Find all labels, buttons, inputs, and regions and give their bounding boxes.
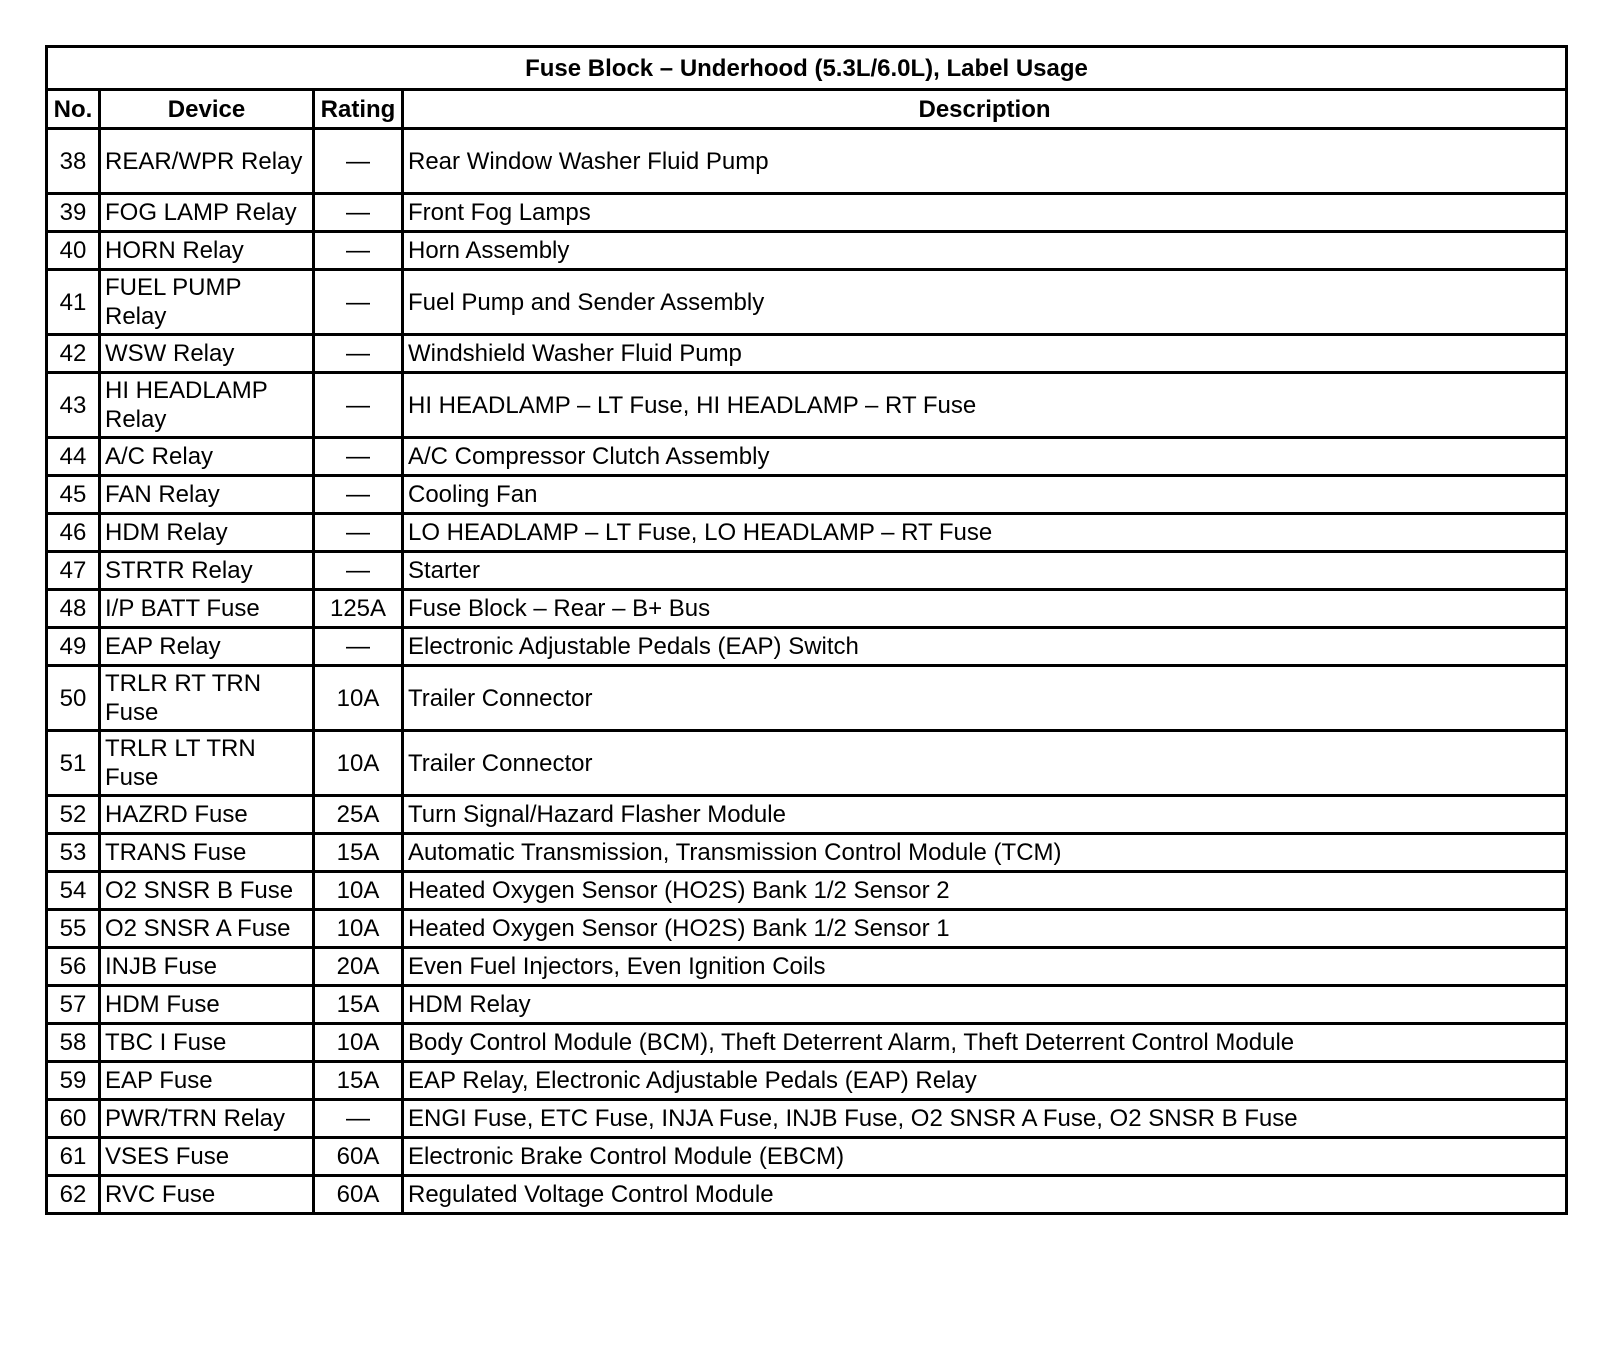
cell-rating: — <box>314 194 403 232</box>
cell-device: WSW Relay <box>100 335 314 373</box>
table-row <box>47 628 1567 666</box>
cell-rating: — <box>314 335 403 373</box>
cell-description: LO HEADLAMP – LT Fuse, LO HEADLAMP – RT Fuse <box>403 514 1567 552</box>
cell-description: Fuse Block – Rear – B+ Bus <box>403 590 1567 628</box>
table-row <box>47 1176 1567 1214</box>
cell-description: A/C Compressor Clutch Assembly <box>403 438 1567 476</box>
cell-no: 40 <box>47 232 100 270</box>
cell-device: TRLR RT TRN Fuse <box>100 666 314 731</box>
table-row <box>47 270 1567 335</box>
cell-description: HI HEADLAMP – LT Fuse, HI HEADLAMP – RT Fuse <box>403 373 1567 438</box>
cell-no: 59 <box>47 1062 100 1100</box>
cell-rating: — <box>314 438 403 476</box>
cell-no: 51 <box>47 731 100 796</box>
cell-no: 62 <box>47 1176 100 1214</box>
cell-rating: 10A <box>314 872 403 910</box>
cell-device: STRTR Relay <box>100 552 314 590</box>
table-row <box>47 232 1567 270</box>
cell-description: Turn Signal/Hazard Flasher Module <box>403 796 1567 834</box>
cell-rating: — <box>314 270 403 335</box>
cell-description: Heated Oxygen Sensor (HO2S) Bank 1/2 Sensor 1 <box>403 910 1567 948</box>
cell-rating: 10A <box>314 731 403 796</box>
cell-rating: 125A <box>314 590 403 628</box>
table-row <box>47 731 1567 796</box>
fuse-table <box>45 45 1568 1215</box>
header-description: Description <box>403 90 1567 129</box>
cell-no: 56 <box>47 948 100 986</box>
cell-no: 41 <box>47 270 100 335</box>
cell-device: HDM Relay <box>100 514 314 552</box>
table-row <box>47 552 1567 590</box>
table-row <box>47 986 1567 1024</box>
cell-no: 60 <box>47 1100 100 1138</box>
cell-device: RVC Fuse <box>100 1176 314 1214</box>
table-row <box>47 129 1567 194</box>
cell-no: 39 <box>47 194 100 232</box>
cell-description: Rear Window Washer Fluid Pump <box>403 129 1567 194</box>
cell-device: TRANS Fuse <box>100 834 314 872</box>
cell-device: O2 SNSR A Fuse <box>100 910 314 948</box>
cell-description: Trailer Connector <box>403 666 1567 731</box>
cell-rating: — <box>314 552 403 590</box>
cell-device: INJB Fuse <box>100 948 314 986</box>
cell-device: TRLR LT TRN Fuse <box>100 731 314 796</box>
table-row <box>47 910 1567 948</box>
cell-rating: 25A <box>314 796 403 834</box>
cell-device: VSES Fuse <box>100 1138 314 1176</box>
cell-no: 53 <box>47 834 100 872</box>
cell-description: ENGI Fuse, ETC Fuse, INJA Fuse, INJB Fuse, O2 SNSR A Fuse, O2 SNSR B Fuse <box>403 1100 1567 1138</box>
cell-no: 46 <box>47 514 100 552</box>
cell-device: TBC I Fuse <box>100 1024 314 1062</box>
table-row <box>47 1138 1567 1176</box>
cell-device: FAN Relay <box>100 476 314 514</box>
cell-rating: 10A <box>314 666 403 731</box>
cell-no: 44 <box>47 438 100 476</box>
cell-description: HDM Relay <box>403 986 1567 1024</box>
cell-description: Automatic Transmission, Transmission Control Module (TCM) <box>403 834 1567 872</box>
cell-device: O2 SNSR B Fuse <box>100 872 314 910</box>
cell-no: 57 <box>47 986 100 1024</box>
cell-no: 45 <box>47 476 100 514</box>
cell-rating: 10A <box>314 1024 403 1062</box>
cell-rating: 15A <box>314 834 403 872</box>
table-row <box>47 666 1567 731</box>
cell-description: Fuel Pump and Sender Assembly <box>403 270 1567 335</box>
cell-device: A/C Relay <box>100 438 314 476</box>
cell-rating: 15A <box>314 1062 403 1100</box>
cell-device: FUEL PUMP Relay <box>100 270 314 335</box>
table-row <box>47 373 1567 438</box>
cell-no: 61 <box>47 1138 100 1176</box>
cell-rating: 60A <box>314 1176 403 1214</box>
cell-description: Front Fog Lamps <box>403 194 1567 232</box>
table-row <box>47 834 1567 872</box>
cell-device: HAZRD Fuse <box>100 796 314 834</box>
cell-rating: — <box>314 232 403 270</box>
cell-description: Trailer Connector <box>403 731 1567 796</box>
table-row <box>47 590 1567 628</box>
table-row <box>47 194 1567 232</box>
cell-description: Electronic Adjustable Pedals (EAP) Switch <box>403 628 1567 666</box>
cell-rating: — <box>314 1100 403 1138</box>
table-row <box>47 514 1567 552</box>
cell-description: Even Fuel Injectors, Even Ignition Coils <box>403 948 1567 986</box>
cell-description: EAP Relay, Electronic Adjustable Pedals (EAP) Relay <box>403 1062 1567 1100</box>
cell-no: 42 <box>47 335 100 373</box>
cell-description: Heated Oxygen Sensor (HO2S) Bank 1/2 Sensor 2 <box>403 872 1567 910</box>
cell-rating: — <box>314 476 403 514</box>
cell-device: HORN Relay <box>100 232 314 270</box>
cell-description: Regulated Voltage Control Module <box>403 1176 1567 1214</box>
header-device: Device <box>100 90 314 129</box>
cell-rating: 20A <box>314 948 403 986</box>
cell-description: Starter <box>403 552 1567 590</box>
table-row <box>47 1062 1567 1100</box>
cell-rating: 15A <box>314 986 403 1024</box>
cell-description: Windshield Washer Fluid Pump <box>403 335 1567 373</box>
cell-no: 38 <box>47 129 100 194</box>
table-row <box>47 872 1567 910</box>
cell-no: 58 <box>47 1024 100 1062</box>
cell-device: HDM Fuse <box>100 986 314 1024</box>
table-row <box>47 1024 1567 1062</box>
cell-device: FOG LAMP Relay <box>100 194 314 232</box>
cell-rating: 60A <box>314 1138 403 1176</box>
cell-rating: — <box>314 373 403 438</box>
table-row <box>47 796 1567 834</box>
cell-description: Electronic Brake Control Module (EBCM) <box>403 1138 1567 1176</box>
cell-no: 50 <box>47 666 100 731</box>
table-row <box>47 1100 1567 1138</box>
table-title: Fuse Block – Underhood (5.3L/6.0L), Label Usage <box>47 47 1567 90</box>
cell-no: 48 <box>47 590 100 628</box>
cell-description: Cooling Fan <box>403 476 1567 514</box>
cell-no: 54 <box>47 872 100 910</box>
cell-rating: — <box>314 514 403 552</box>
cell-no: 52 <box>47 796 100 834</box>
cell-device: EAP Relay <box>100 628 314 666</box>
cell-rating: — <box>314 129 403 194</box>
cell-device: EAP Fuse <box>100 1062 314 1100</box>
cell-device: I/P BATT Fuse <box>100 590 314 628</box>
cell-no: 43 <box>47 373 100 438</box>
cell-no: 49 <box>47 628 100 666</box>
cell-device: HI HEADLAMP Relay <box>100 373 314 438</box>
cell-no: 47 <box>47 552 100 590</box>
table-row <box>47 948 1567 986</box>
cell-rating: — <box>314 628 403 666</box>
cell-rating: 10A <box>314 910 403 948</box>
table-row <box>47 438 1567 476</box>
cell-description: Body Control Module (BCM), Theft Deterrent Alarm, Theft Deterrent Control Module <box>403 1024 1567 1062</box>
fuse-table-container <box>45 45 1568 1215</box>
header-no: No. <box>47 90 100 129</box>
cell-description: Horn Assembly <box>403 232 1567 270</box>
table-row <box>47 476 1567 514</box>
header-rating: Rating <box>314 90 403 129</box>
cell-no: 55 <box>47 910 100 948</box>
cell-device: PWR/TRN Relay <box>100 1100 314 1138</box>
cell-device: REAR/WPR Relay <box>100 129 314 194</box>
table-row <box>47 335 1567 373</box>
